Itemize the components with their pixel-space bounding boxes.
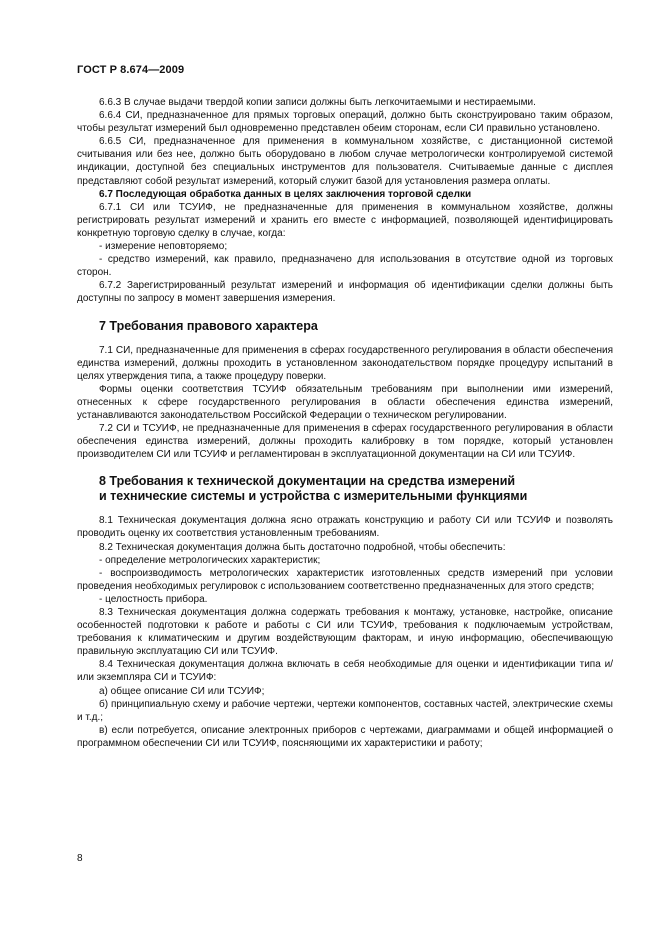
subsection-title-6-7: 6.7 Последующая обработка данных в целях заключения торговой сделки xyxy=(99,188,472,200)
paragraph: Формы оценки соответствия ТСУИФ обязательным требованиям при выполнении ими измерений, отнесенных к сфере государственного регулирования в области обеспечения единства измерений, устанавливаются законодательством Российской Федерации о техническом регулировании. xyxy=(77,383,613,421)
paragraph-7-1: 7.1 СИ, предназначенные для применения в сферах государственного регулирования в области обеспечения единства измерений, должны проходить в установленном законодательством порядке процедуру испытаний в целях утверждения типа, а также процедуру поверки. xyxy=(77,344,613,382)
list-item: в) если потребуется, описание электронных приборов с чертежами, диаграммами и общей информацией о программном обеспечении СИ или ТСУИФ, поясняющими их характеристики и работу; xyxy=(77,724,613,749)
section-title-8 xyxy=(77,474,613,504)
list-item: - целостность прибора. xyxy=(99,593,208,605)
list-item: б) принципиальную схему и рабочие чертежи, чертежи компонентов, составных частей, электрические схемы и т.д.; xyxy=(77,698,613,723)
section-title-7: 7 Требования правового характера xyxy=(99,318,318,333)
paragraph-8-4: 8.4 Техническая документация должна включать в себя необходимые для оценки и идентификации типа и/или экземпляра СИ и ТСУИФ: xyxy=(77,659,613,684)
list-item: а) общее описание СИ или ТСУИФ; xyxy=(99,685,265,697)
list-item: - измерение неповторяемо; xyxy=(99,241,228,253)
paragraph-6-7-2: 6.7.2 Зарегистрированный результат измерений и информация об идентификации сделки должны быть доступны по запросу в момент завершения измерения. xyxy=(77,280,613,305)
standard-header: ГОСТ Р 8.674—2009 xyxy=(77,64,185,76)
paragraph-6-7-1: 6.7.1 СИ или ТСУИФ, не предназначенные для применения в коммунальном хозяйстве, должны регистрировать результат измерений и хранить его вместе с информацией, позволяющей идентифицировать конкретную торговую сделку в случае, когда: xyxy=(77,201,613,239)
paragraph-8-1: 8.1 Техническая документация должна ясно отражать конструкцию и работу СИ или ТСУИФ и позволять проводить оценку их соответствия установленным требованиям. xyxy=(77,515,613,540)
list-item: - средство измерений, как правило, предназначено для использования в отсутствие одной из торговых сторон. xyxy=(77,254,613,279)
list-item: - определение метрологических характеристик; xyxy=(99,554,321,566)
paragraph-6-6-5: 6.6.5 СИ, предназначенное для применения в коммунальном хозяйстве, с дистанционной системой считывания или без нее, должно быть оборудовано в любом случае метрологически контролируемой системой индикации, доступной без специальных инструментов для пользователя. Считываемые данные с дисплея представляют собой результат измерений, который служит базой для установления размера оплаты. xyxy=(77,136,613,187)
section-title-8-line1: 8 Требования к технической документации на средства измерений xyxy=(99,474,516,489)
paragraph-6-6-3: 6.6.3 В случае выдачи твердой копии записи должны быть легкочитаемыми и нестираемыми. xyxy=(99,97,536,108)
paragraph-6-6-4: 6.6.4 СИ, предназначенное для прямых торговых операций, должно быть сконструировано таким образом, чтобы результат измерений был одновременно представлен обеим сторонам, если СИ правильно установлено. xyxy=(77,110,613,135)
page-number: 8 xyxy=(77,853,83,864)
page-content xyxy=(77,96,613,750)
section-title-8-line2: и технические системы и устройства с измерительными функциями xyxy=(99,489,528,504)
paragraph-8-3: 8.3 Техническая документация должна содержать требования к монтажу, установке, настройке, описание особенностей подготовки к работе и работы с СИ или ТСУИФ, требования к подключаемым устройствам, требования к климатическим и другим воздействующим факторам, и иную информацию, обеспечивающую правильную эксплуатацию СИ или ТСУИФ. xyxy=(77,607,613,658)
paragraph-8-2: 8.2 Техническая документация должна быть достаточно подробной, чтобы обеспечить: xyxy=(99,541,506,553)
list-item: - воспроизводимость метрологических характеристик изготовленных средств измерений при условии проведения необходимых регулировок с использованием соответственно предназначенных для этого средств; xyxy=(77,567,613,592)
paragraph-7-2: 7.2 СИ и ТСУИФ, не предназначенные для применения в сферах государственного регулирования в области обеспечения единства измерений, должны проходить калибровку в том порядке, который установлен производителем СИ или ТСУИФ и регламентирован в эксплуатационной документации на СИ или ТСУИФ. xyxy=(77,423,613,461)
